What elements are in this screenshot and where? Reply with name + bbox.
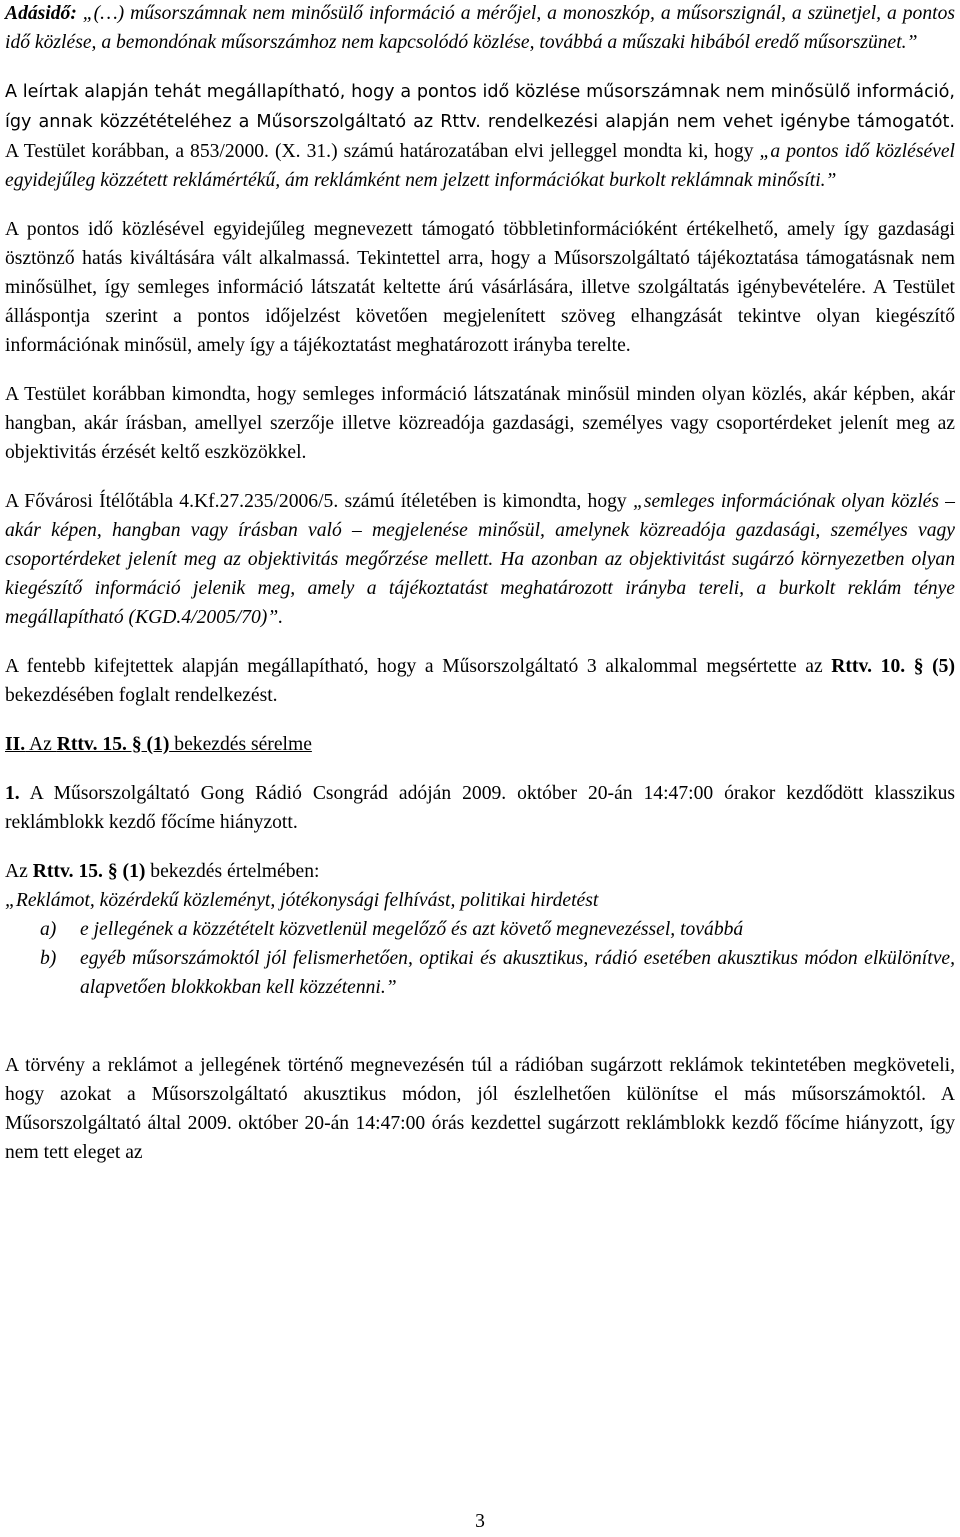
section-heading-post: bekezdés sérelme	[169, 734, 312, 755]
definition-quote: „(…) műsorszámnak nem minősülő információ a mérőjel, a monoszkóp, a műsorszignál, a szünetjel, a pontos idő közlése, a bemondónak műsorszámhoz nem kapcsolódó közlése, továbbá a műszaki hibából eredő műsorszünet.”	[5, 3, 955, 53]
law-quote-item	[5, 944, 955, 1002]
rttv-15-ref: Rttv. 15. § (1)	[32, 861, 146, 882]
court-quote: „semleges információnak olyan közlés – akár képen, hangban vagy írásban való – megjelenése minősül, amelynek közreadója gazdasági, személyes vagy csoportérdeket jelenít meg az objektivitás megőrzése mellett. Ha azonban az objektivitást sugárzó környezetben olyan kiegészítő információ jelenik meg, amely a tájékoztatást meghatározott irányba tereli, a burkolt reklám ténye megállapítható (KGD.4/2005/70)”.	[5, 491, 955, 628]
item-1-text: A Műsorszolgáltató Gong Rádió Csongrád adóján 2009. október 20-án 14:47:00 órakor kezdődött klasszikus reklámblokk kezdő főcíme hiányzott.	[5, 783, 955, 833]
section-heading-ref: Rttv. 15. § (1)	[56, 734, 170, 755]
paragraph-conclusion-part2: A Testület korábban, a 853/2000. (X. 31.) számú határozatában elvi jelleggel mondta ki, hogy	[5, 141, 754, 162]
term-adasido: Adásidő:	[5, 3, 77, 24]
paragraph-conclusion	[5, 77, 955, 195]
paragraph-court	[5, 487, 955, 632]
law-quote-item-text: e jellegének a közzétételt közvetlenül megelőző és azt követő megnevezéssel, továbbá	[80, 919, 744, 940]
law-quote-block	[5, 886, 955, 1002]
page-number: 3	[475, 1511, 485, 1532]
paragraph-rttv-15	[5, 857, 955, 886]
section-heading	[5, 730, 955, 759]
hidden-ad-quote: „a pontos idő közlésével egyidejűleg közzétett reklámértékű, ám reklámként nem jelzett információkat burkolt reklámnak minősíti.”	[5, 141, 955, 191]
section-number: II.	[5, 734, 26, 755]
document-page	[5, 0, 955, 1167]
paragraph-violation	[5, 652, 955, 710]
law-quote-item	[5, 915, 955, 944]
violation-pre: A fentebb kifejtettek alapján megállapítható, hogy a Műsorszolgáltató 3 alkalommal megsértette az	[5, 656, 832, 677]
section-heading-pre: Az	[25, 734, 57, 755]
rttv-15-post: bekezdés értelmében:	[145, 861, 320, 882]
violation-post: bekezdésében foglalt rendelkezést.	[5, 685, 278, 706]
rttv-15-pre: Az	[5, 861, 33, 882]
law-quote-item-text: egyéb műsorszámoktól jól felismerhetően, optikai és akusztikus, rádió esetében akusztikus módon elkülönítve, alapvetően blokkokban kell közzétenni.”	[80, 948, 955, 998]
court-plain: A Fővárosi Ítélőtábla 4.Kf.27.235/2006/5. számú ítéletében is kimondta, hogy	[5, 491, 627, 512]
item-1	[5, 779, 955, 837]
paragraph-adasido	[5, 0, 955, 57]
paragraph-support: A pontos idő közlésével egyidejűleg megnevezett támogató többletinformációként értékelhető, amely így gazdasági ösztönző hatás kiváltására vált alkalmassá. Tekintettel arra, hogy a Műsorszolgáltató tájékoztatása támogatásnak nem minősülhet, így semleges információ látszatát keltette árú vásárlására, illetve szolgáltatás igénybevételére. A Testület álláspontja szerint a pontos időjelzést követően megjelenített szöveg elhangzását tekintve olyan kiegészítő információnak minősül, amely így a tájékoztatást meghatározott irányba terelte.	[5, 219, 955, 356]
paragraph-neutral-info: A Testület korábban kimondta, hogy semleges információ látszatának minősül minden olyan közlés, akár képben, akár hangban, akár írásban, amellyel szerzője illetve közreadója gazdasági, személyes vagy csoportérdeket jelenít meg az objektivitás érzését keltő eszközökkel.	[5, 384, 955, 463]
paragraph-law-requirement: A törvény a reklámot a jellegének történő megnevezésén túl a rádióban sugárzott reklámok tekintetében megköveteli, hogy azokat a Műsorszolgáltató akusztikus módon, jól észlelhetően különítse el más műsorszámoktól. A Műsorszolgáltató által 2009. október 20-án 14:47:00 órás kezdettel sugárzott reklámblokk kezdő főcíme hiányzott, így nem tett eleget az	[5, 1055, 955, 1163]
law-quote-item-label: b)	[40, 948, 57, 969]
law-quote-intro: „Reklámot, közérdekű közleményt, jótékonysági felhívást, politikai hirdetést	[5, 890, 599, 911]
item-1-number: 1.	[5, 783, 20, 804]
violation-ref: Rttv. 10. § (5)	[831, 656, 955, 677]
paragraph-conclusion-part1: A leírtak alapján tehát megállapítható, hogy a pontos idő közlése műsorszámnak nem minősülő információ, így annak közzétételéhez a Műsorszolgáltató az Rttv. rendelkezési alapján nem vehet igénybe támogatót.	[5, 82, 955, 132]
law-quote-item-label: a)	[40, 919, 57, 940]
